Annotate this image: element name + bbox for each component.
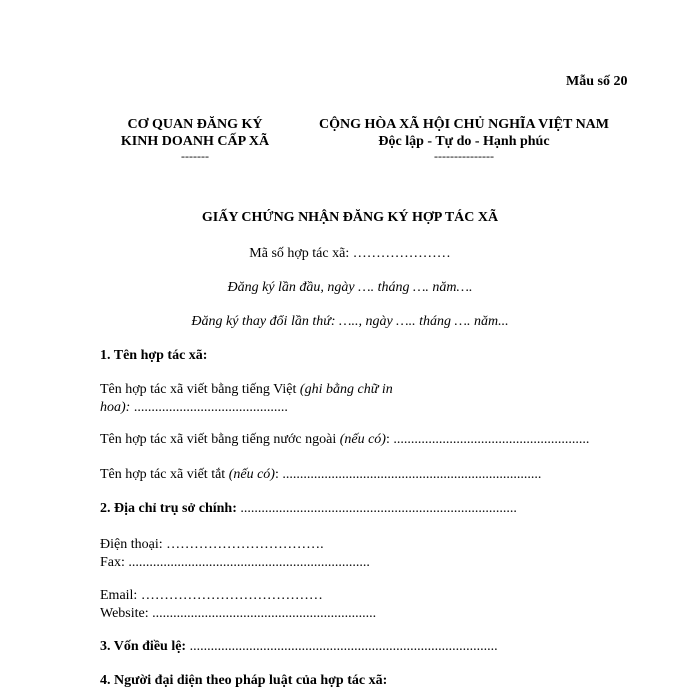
foreign-name-label: Tên hợp tác xã viết bằng tiếng nước ngoài: [100, 432, 340, 447]
short-name-field: [100, 467, 541, 483]
section3-line: [100, 639, 498, 655]
document-title: GIẤY CHỨNG NHẬN ĐĂNG KÝ HỢP TÁC XÃ: [201, 210, 499, 225]
cooperative-code-line: Mã số hợp tác xã: …………………: [249, 246, 451, 261]
vietnamese-name-note2: hoa):: [100, 400, 131, 415]
issuing-agency-header: [100, 116, 290, 162]
foreign-name-field: [100, 432, 589, 448]
national-motto-line2: Độc lập - Tự do - Hạnh phúc: [378, 134, 550, 149]
website-field: Website: ................................................................: [100, 606, 377, 621]
section1-heading: 1. Tên hợp tác xã:: [100, 348, 208, 363]
vietnamese-name-dots: ............................................: [130, 400, 288, 415]
vietnamese-name-note: (ghi bằng chữ in: [299, 382, 393, 397]
national-motto-line1: CỘNG HÒA XÃ HỘI CHỦ NGHĨA VIỆT NAM: [318, 117, 609, 132]
contact-block: [100, 536, 370, 572]
section3-heading: 3. Vốn điều lệ:: [100, 639, 187, 654]
vietnamese-name-label: Tên hợp tác xã viết bằng tiếng Việt: [100, 382, 300, 397]
section4-heading: 4. Người đại diện theo pháp luật của hợp tác xã:: [100, 673, 388, 688]
phone-field: Điện thoại: …………………………….: [100, 537, 324, 552]
agency-line2: KINH DOANH CẤP XÃ: [120, 134, 270, 149]
change-registration-line: Đăng ký thay đổi lần thứ: ….., ngày ….. tháng …. năm...: [191, 314, 509, 329]
section3-end: .: [494, 639, 498, 654]
short-name-dots: : ..........................................................................: [274, 467, 542, 482]
short-name-note: (nếu có): [228, 467, 275, 482]
section3-dots: .......................................................................................: [186, 639, 495, 654]
fax-field: Fax: .....................................................................: [100, 555, 370, 570]
national-header: [298, 116, 630, 162]
section2-heading-line: [100, 501, 517, 517]
foreign-name-dots: : ........................................................: [385, 432, 590, 447]
vietnamese-name-field: [100, 381, 440, 417]
agency-line1: CƠ QUAN ĐĂNG KÝ: [127, 117, 263, 132]
national-rule: ---------------: [434, 149, 494, 163]
form-number: Mẫu số 20: [566, 74, 628, 89]
section2-dots: ...............................................................................: [236, 501, 517, 516]
foreign-name-note: (nếu có): [339, 432, 386, 447]
email-field: Email: …………………………………: [100, 588, 323, 603]
online-contact-block: [100, 587, 376, 623]
first-registration-line: Đăng ký lần đầu, ngày …. tháng …. năm….: [227, 280, 473, 295]
short-name-label: Tên hợp tác xã viết tắt: [100, 467, 229, 482]
section2-heading: 2. Địa chỉ trụ sở chính:: [100, 501, 237, 516]
agency-rule: -------: [181, 149, 209, 163]
